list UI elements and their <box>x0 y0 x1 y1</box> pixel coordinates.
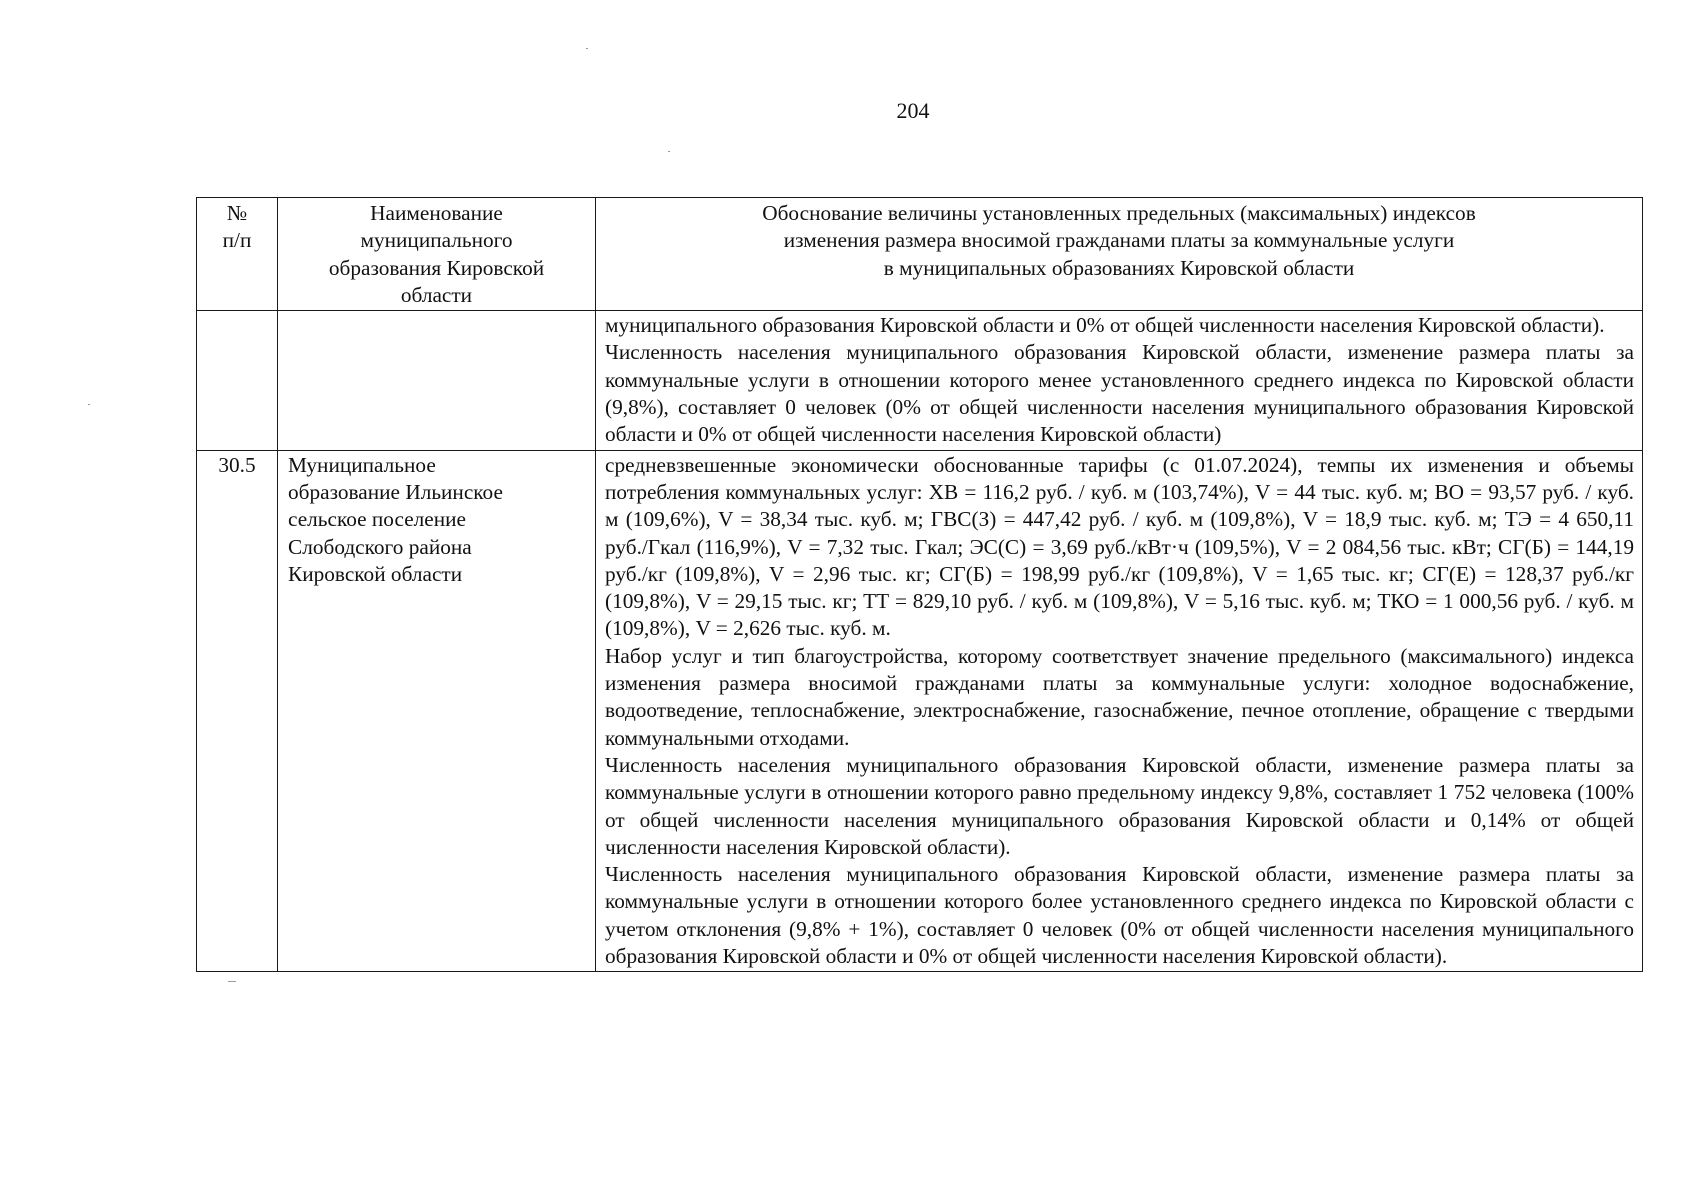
justification-paragraph: Численность населения муниципального образования Кировской области, изменение размера платы за коммунальные услуги в отношении которого равно предельному индексу 9,8%, составляет 1 752 человека (100% от общей численности населения муниципального образования Кировской области и 0,14% от общей численности населения Кировской области). <box>605 752 1634 859</box>
header-name-line: области <box>400 282 473 307</box>
row-name <box>278 311 596 450</box>
header-justification-line: изменения размера вносимой гражданами платы за коммунальные услуги <box>783 228 1455 253</box>
justification-paragraph: средневзвешенные экономически обоснованные тарифы (с 01.07.2024), темпы их изменения и объемы потребления коммунальных услуг: ХВ = 116,2 руб. / куб. м (103,74%), V = 44 тыс. куб. м; ВО = 93,57 руб. / куб. м (109,6%), V = 38,34 тыс. куб. м; ГВС(З) = 447,42 руб. / куб. м (109,8%), V = 18,9 тыс. куб. м; ТЭ = 4 650,11 руб./Гкал (116,9%), V = 7,32 тыс. Гкал; ЭС(С) = 3,69 руб./кВт·ч (109,5%), V = 2 084,56 тыс. кВт; СГ(Б) = 144,19 руб./кг (109,8%), V = 2,96 тыс. кг; СГ(Б) = 198,99 руб./кг (109,8%), V = 1,65 тыс. кг; СГ(Е) = 128,37 руб./кг (109,8%), V = 29,15 тыс. кг; ТТ = 829,10 руб. / куб. м (109,8%), V = 5,16 тыс. куб. м; ТКО = 1 000,56 руб. / куб. м (109,8%), V = 2,626 тыс. куб. м. <box>605 452 1634 641</box>
row-name-line: образование Ильинское <box>288 479 503 504</box>
row-name-line: Муниципальное <box>288 452 436 477</box>
table-row <box>197 311 1643 450</box>
scan-speck <box>668 151 670 152</box>
row-name-line: Кировской области <box>288 561 463 586</box>
header-name-line: муниципального <box>360 228 513 253</box>
scan-speck <box>586 48 588 49</box>
row-justification <box>596 311 1643 450</box>
row-number <box>197 311 278 450</box>
justification-paragraph: Численность населения муниципального образования Кировской области, изменение размера платы за коммунальные услуги в отношении которого более установленного среднего индекса по Кировской области с учетом отклонения (9,8% + 1%), составляет 0 человек (0% от общей численности населения муниципального образования Кировской области и 0% от общей численности населения Кировской области). <box>605 862 1634 969</box>
header-number-line: № <box>226 201 248 225</box>
row-justification <box>596 450 1643 972</box>
row-name <box>278 450 596 972</box>
header-justification <box>596 198 1643 311</box>
row-name-line: Слободского района <box>288 534 472 559</box>
header-name-line: образования Кировской <box>328 255 545 280</box>
indices-table <box>196 197 1643 972</box>
row-name-line: сельское поселение <box>288 507 466 532</box>
header-justification-line: Обоснование величины установленных предельных (максимальных) индексов <box>762 201 1476 225</box>
header-justification-line: в муниципальных образованиях Кировской области <box>883 255 1355 280</box>
justification-paragraph: Набор услуг и тип благоустройства, которому соответствует значение предельного (максимального) индекса изменения размера вносимой гражданами платы за коммунальные услуги: холодное водоснабжение, водоотведение, теплоснабжение, электроснабжение, газоснабжение, печное отопление, обращение с твердыми коммунальными отходами. <box>605 643 1634 750</box>
header-name <box>278 198 596 311</box>
header-name-line: Наименование <box>370 201 503 225</box>
table-row <box>197 450 1643 972</box>
justification-paragraph: Численность населения муниципального образования Кировской области, изменение размера платы за коммунальные услуги в отношении которого менее установленного среднего индекса по Кировской области (9,8%), составляет 0 человек (0% от общей численности населения муниципального образования Кировской области и 0% от общей численности населения Кировской области) <box>605 340 1634 447</box>
header-number <box>197 198 278 311</box>
justification-paragraph: муниципального образования Кировской области и 0% от общей численности населения Кировской области). <box>605 313 1605 338</box>
row-number: 30.5 <box>197 450 278 972</box>
page-number: 204 <box>896 98 930 123</box>
table-header-row <box>197 198 1643 311</box>
scan-speck <box>88 404 90 405</box>
scan-speck <box>228 981 236 982</box>
header-number-line: п/п <box>222 228 252 253</box>
